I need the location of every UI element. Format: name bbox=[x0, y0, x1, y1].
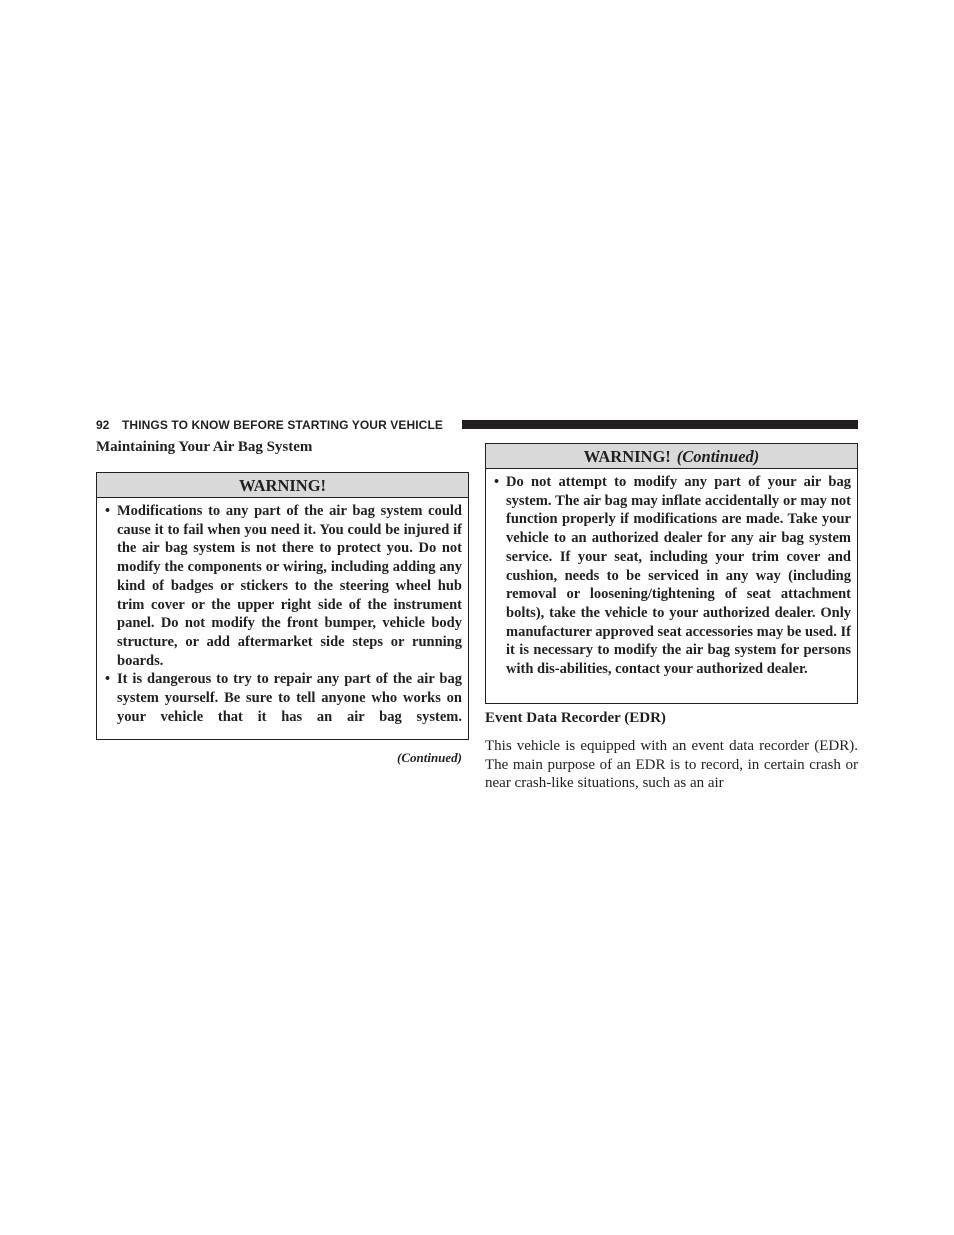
warning-body bbox=[486, 469, 857, 679]
edr-paragraph: This vehicle is equipped with an event data recorder (EDR). The main purpose of an EDR is to record, in certain crash or near crash-like situations, such as an air bbox=[485, 738, 858, 792]
page-number: 92 bbox=[96, 418, 110, 432]
warning-bullet: • Do not attempt to modify any part of your air bag system. The air bag may inflate accidentally or may not function properly if modifications are made. Take your vehicle to an authorized dealer for any air bag system service. If your seat, including your trim cover and cushion, needs to be serviced in any way (including removal or loosening/tightening of seat attachment bolts), take the vehicle to your authorized dealer. Only manufacturer approved seat accessories may be used. If it is necessary to modify the air bag system for persons with dis-abilities, contact your authorized dealer. bbox=[494, 473, 851, 679]
header-rule-bar bbox=[462, 420, 858, 429]
warning-box-right bbox=[485, 443, 858, 704]
section-title-edr: Event Data Recorder (EDR) bbox=[485, 710, 666, 726]
warning-body bbox=[97, 498, 468, 726]
warning-heading: WARNING! bbox=[97, 473, 468, 498]
chapter-title: THINGS TO KNOW BEFORE STARTING YOUR VEHICLE bbox=[122, 418, 443, 432]
warning-heading-title: WARNING! bbox=[583, 447, 671, 466]
warning-box-left bbox=[96, 472, 469, 740]
warning-heading-continued: (Continued) bbox=[676, 447, 760, 466]
continued-note: (Continued) bbox=[396, 750, 462, 765]
warning-bullet: • Modifications to any part of the air bag system could cause it to fail when you need it. You could be injured if the air bag system is not there to protect you. Do not modify the components or wiring, including adding any kind of badges or stickers to the steering wheel hub trim cover or the upper right side of the instrument panel. Do not modify the front bumper, vehicle body structure, or add aftermarket side steps or running boards. bbox=[105, 502, 462, 670]
section-title-maintaining-air-bag: Maintaining Your Air Bag System bbox=[96, 439, 313, 455]
warning-heading bbox=[486, 444, 857, 469]
warning-bullet: • It is dangerous to try to repair any part of the air bag system yourself. Be sure to tell anyone who works on your vehicle that it has an air bag system. bbox=[105, 670, 462, 726]
page-header bbox=[96, 417, 858, 433]
